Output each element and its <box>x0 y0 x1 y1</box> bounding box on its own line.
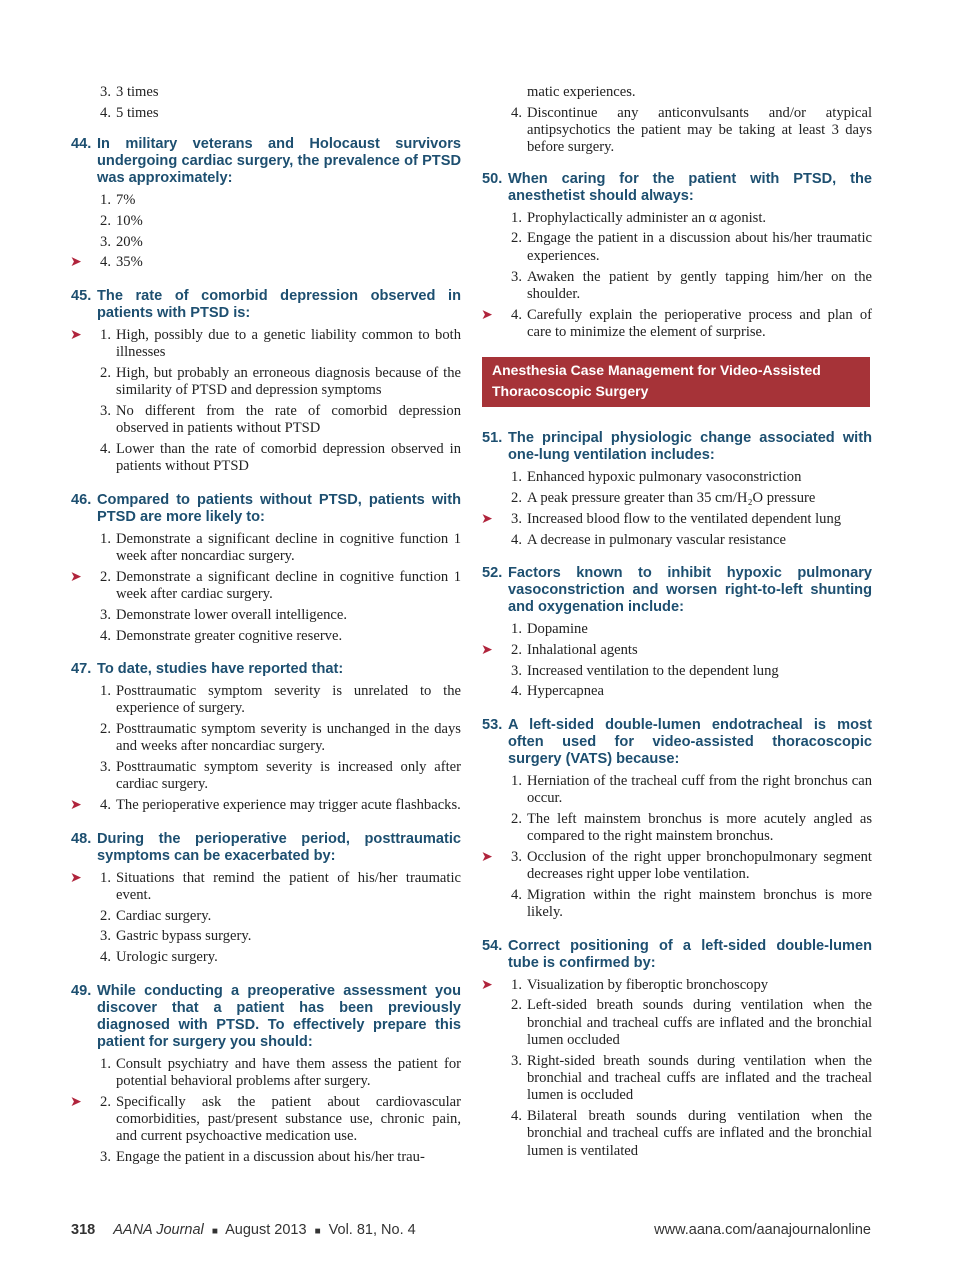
option-number: 2. <box>100 212 111 229</box>
option-text: 35% <box>116 254 143 271</box>
question-48 <box>71 831 461 967</box>
question-text: The principal physiologic change associated with one-lung ventilation includes: <box>508 430 872 464</box>
option-number: 1. <box>100 192 111 209</box>
correct-answer-option <box>482 307 872 342</box>
correct-answer-option <box>71 569 461 604</box>
option-number: 3. <box>100 402 111 419</box>
option-text: Hypercapnea <box>527 683 604 700</box>
option-number: 2. <box>100 1093 111 1110</box>
answer-options <box>482 210 872 342</box>
option-text: Migration within the right mainstem bronchus is more likely. <box>527 886 872 921</box>
question-text: While conducting a preoperative assessment you discover that a patient has been previously diagnosed with PTSD. To effectively prepare this patient for surgery you should: <box>97 982 461 1050</box>
option-text: 5 times <box>116 104 159 121</box>
answer-option <box>71 1149 461 1166</box>
question-text: The rate of comorbid depression observed in patients with PTSD is: <box>97 287 461 321</box>
answer-option <box>71 441 461 476</box>
continuation-options <box>482 105 872 157</box>
question-number: 47. <box>71 660 92 677</box>
option-number: 1. <box>511 772 522 789</box>
question-number: 53. <box>482 716 503 733</box>
answer-arrow-icon: ➤ <box>481 511 493 527</box>
answer-option <box>482 1108 872 1160</box>
question-number: 45. <box>71 287 92 304</box>
question-number: 54. <box>482 937 503 954</box>
answer-options <box>482 773 872 922</box>
option-number: 4. <box>511 531 522 548</box>
question-number: 51. <box>482 430 503 447</box>
correct-answer-option <box>71 327 461 362</box>
answer-option <box>482 887 872 922</box>
option-number: 4. <box>511 1108 522 1125</box>
question-number: 50. <box>482 170 503 187</box>
option-number: 2. <box>100 721 111 738</box>
answer-option <box>71 1056 461 1091</box>
question-number: 44. <box>71 136 92 153</box>
journal-name: AANA Journal <box>113 1222 204 1238</box>
option-text: Enhanced hypoxic pulmonary vasoconstriction <box>527 469 802 486</box>
correct-answer-option <box>71 870 461 905</box>
answer-options <box>71 1056 461 1167</box>
journal-url[interactable]: www.aana.com/aanajournalonline <box>654 1222 871 1238</box>
question-stem <box>482 565 872 616</box>
answer-option <box>71 403 461 438</box>
answer-options <box>71 192 461 272</box>
option-text: Demonstrate lower overall intelligence. <box>116 606 347 623</box>
answer-option <box>71 628 461 645</box>
option-text: Herniation of the tracheal cuff from the right bronchus can occur. <box>527 772 872 806</box>
option-number: 2. <box>511 641 522 658</box>
option-text: 10% <box>116 212 143 229</box>
answer-option <box>71 949 461 966</box>
option-number: 3. <box>511 268 522 285</box>
option-number: 3. <box>100 1148 111 1165</box>
option-number: 2. <box>511 230 522 247</box>
answer-option <box>482 469 872 486</box>
option-text: High, possibly due to a genetic liability common to both illnesses <box>116 326 461 361</box>
question-stem <box>482 717 872 768</box>
option-text: Prophylactically administer an α agonist. <box>527 209 767 226</box>
answer-arrow-icon: ➤ <box>481 642 493 658</box>
question-stem <box>482 938 872 972</box>
option-number: 4. <box>511 104 522 121</box>
option-number: 4. <box>100 627 111 644</box>
option-text: Demonstrate greater cognitive reserve. <box>116 627 343 644</box>
answer-option <box>482 230 872 265</box>
option-number: 4. <box>100 104 111 121</box>
option-text: 3 times <box>116 84 159 100</box>
answer-option <box>482 621 872 638</box>
question-number: 48. <box>71 830 92 847</box>
option-number: 3. <box>100 928 111 945</box>
left-column <box>71 84 461 1182</box>
option-number: 1. <box>511 209 522 226</box>
option-text: Increased ventilation to the dependent lung <box>527 662 779 679</box>
answer-option <box>71 213 461 230</box>
separator-icon: ■ <box>314 1226 321 1237</box>
option-number: 1. <box>100 530 111 547</box>
option-number: 3. <box>100 84 111 100</box>
option-number: 1. <box>511 469 522 486</box>
question-52 <box>482 565 872 701</box>
answer-options <box>482 621 872 701</box>
option-text: Engage the patient in a discussion about his/her traumatic experiences. <box>527 230 872 264</box>
question-list <box>482 430 872 1160</box>
question-stem <box>482 171 872 205</box>
option-text: The left mainstem bronchus is more acutely angled as compared to the right mainstem bronchus. <box>527 810 872 845</box>
answer-arrow-icon: ➤ <box>70 327 82 343</box>
question-number: 46. <box>71 491 92 508</box>
question-stem <box>71 136 461 187</box>
option-text: Demonstrate a significant decline in cognitive function 1 week after noncardiac surgery. <box>116 530 461 564</box>
question-46 <box>71 492 461 645</box>
question-stem <box>71 983 461 1051</box>
option-number: 4. <box>100 441 111 458</box>
correct-answer-option <box>482 642 872 659</box>
answer-option <box>482 210 872 227</box>
continuation-text: matic experiences. <box>527 84 636 100</box>
answer-option <box>71 105 461 122</box>
answer-arrow-icon: ➤ <box>481 307 493 323</box>
option-number: 2. <box>100 364 111 381</box>
option-text: Increased blood flow to the ventilated dependent lung <box>527 510 842 527</box>
correct-answer-option <box>482 977 872 994</box>
option-number: 2. <box>511 997 522 1014</box>
option-text: Posttraumatic symptom severity is increased only after cardiac surgery. <box>116 759 461 793</box>
answer-options <box>482 977 872 1160</box>
answer-options <box>71 683 461 815</box>
question-text: Correct positioning of a left-sided double-lumen tube is confirmed by: <box>508 937 872 971</box>
option-number: 1. <box>511 976 522 993</box>
option-text: Occlusion of the right upper bronchopulmonary segment decreases right upper lobe ventilation. <box>527 848 872 883</box>
answer-options <box>482 469 872 549</box>
question-50 <box>482 171 872 342</box>
option-text: The perioperative experience may trigger acute flashbacks. <box>116 797 461 814</box>
option-text: Right-sided breath sounds during ventilation when the bronchial and tracheal cuffs are inflated and the tracheal lumen is occluded <box>527 1052 872 1104</box>
option-number: 4. <box>100 797 111 814</box>
option-text: Specifically ask the patient about cardiovascular comorbidities, past/present substance use, chronic pain, and current psychoactive medication use. <box>116 1093 461 1145</box>
answer-option <box>482 490 872 507</box>
answer-option <box>482 773 872 808</box>
section-banner: Anesthesia Case Management for Video-Assisted Thoracoscopic Surgery <box>482 357 870 407</box>
option-text: Cardiac surgery. <box>116 907 212 924</box>
answer-option <box>71 192 461 209</box>
answer-arrow-icon: ➤ <box>70 798 82 814</box>
question-stem <box>71 288 461 322</box>
answer-option <box>482 1053 872 1105</box>
question-text: A left-sided double-lumen endotracheal is most often used for video-assisted thoracoscopic surgery (VATS) because: <box>508 716 872 767</box>
option-number: 1. <box>100 869 111 886</box>
option-text: Dopamine <box>527 620 588 637</box>
answer-arrow-icon: ➤ <box>481 977 493 993</box>
separator-icon: ■ <box>211 1226 218 1237</box>
option-number: 3. <box>511 1052 522 1069</box>
answer-option <box>71 234 461 251</box>
option-text: Bilateral breath sounds during ventilation when the bronchial and tracheal cuffs are inflated and the bronchial lumen is ventilated <box>527 1108 872 1159</box>
option-text: Posttraumatic symptom severity is unchanged in the days and weeks after noncardiac surgery. <box>116 721 461 755</box>
option-number: 2. <box>511 810 522 827</box>
option-number: 2. <box>100 907 111 924</box>
option-text: Engage the patient in a discussion about his/her trau- <box>116 1148 425 1165</box>
option-text: Awaken the patient by gently tapping him/her on the shoulder. <box>527 268 872 302</box>
answer-options <box>71 531 461 645</box>
option-text: 20% <box>116 233 143 250</box>
option-text: A decrease in pulmonary vascular resistance <box>527 531 786 548</box>
option-number: 2. <box>511 490 522 507</box>
correct-answer-option <box>482 849 872 884</box>
option-number: 3. <box>511 510 522 527</box>
correct-answer-option <box>482 511 872 528</box>
option-number: 4. <box>100 949 111 966</box>
answer-option <box>482 532 872 549</box>
answer-option <box>482 269 872 304</box>
option-text: No different from the rate of comorbid depression observed in patients without PTSD <box>116 402 461 437</box>
answer-option <box>71 908 461 925</box>
question-45 <box>71 288 461 476</box>
option-number: 1. <box>511 620 522 637</box>
option-number: 3. <box>511 848 522 865</box>
option-number: 3. <box>100 233 111 250</box>
option-text: Urologic surgery. <box>116 949 218 966</box>
question-47 <box>71 661 461 815</box>
option-number: 4. <box>511 306 522 323</box>
question-stem <box>71 661 461 678</box>
answer-option <box>482 683 872 700</box>
question-44 <box>71 136 461 272</box>
question-number: 49. <box>71 982 92 999</box>
option-number: 4. <box>100 254 111 271</box>
question-text: Factors known to inhibit hypoxic pulmonary vasoconstriction and worsen right-to-left shunting and oxygenation include: <box>508 564 872 615</box>
question-text: To date, studies have reported that: <box>97 660 344 677</box>
question-text: Compared to patients without PTSD, patients with PTSD are more likely to: <box>97 491 461 525</box>
option-text: High, but probably an erroneous diagnosis because of the similarity of PTSD and depression symptoms <box>116 364 461 399</box>
question-number: 52. <box>482 564 503 581</box>
option-text: Posttraumatic symptom severity is unrelated to the experience of surgery. <box>116 682 461 717</box>
question-text: In military veterans and Holocaust survivors undergoing cardiac surgery, the prevalence of PTSD was approximately: <box>97 136 461 187</box>
question-list <box>482 171 872 342</box>
option-text: Gastric bypass surgery. <box>116 928 252 945</box>
question-stem <box>482 430 872 464</box>
question-54 <box>482 938 872 1160</box>
correct-answer-option <box>71 1094 461 1146</box>
question-51 <box>482 430 872 549</box>
answer-arrow-icon: ➤ <box>70 870 82 886</box>
answer-option <box>71 531 461 566</box>
answer-option <box>482 663 872 680</box>
issue-date: August 2013 <box>225 1222 307 1238</box>
answer-option <box>71 84 461 101</box>
answer-option <box>71 365 461 400</box>
answer-option <box>482 105 872 157</box>
option-number: 4. <box>511 886 522 903</box>
option-text: Left-sided breath sounds during ventilation when the bronchial and tracheal cuffs are inflated and the bronchial lumen occluded <box>527 997 872 1048</box>
option-number: 2. <box>100 568 111 585</box>
option-text: Visualization by fiberoptic bronchoscopy <box>527 976 769 993</box>
page-footer <box>71 1222 871 1238</box>
option-number: 3. <box>511 662 522 679</box>
answer-arrow-icon: ➤ <box>70 569 82 585</box>
option-text: 7% <box>116 192 136 209</box>
correct-answer-option <box>71 254 461 271</box>
question-stem <box>71 492 461 526</box>
question-text: During the perioperative period, posttraumatic symptoms can be exacerbated by: <box>97 830 461 864</box>
answer-option <box>71 607 461 624</box>
option-text: Consult psychiatry and have them assess the patient for potential behavioral problems after surgery. <box>116 1055 461 1089</box>
option-text: Inhalational agents <box>527 641 638 658</box>
answer-option <box>482 997 872 1049</box>
continuation-options <box>71 84 461 122</box>
question-stem <box>71 831 461 865</box>
answer-option <box>71 928 461 945</box>
option-text: Carefully explain the perioperative process and plan of care to minimize the element of surprise. <box>527 306 872 340</box>
page-number: 318 <box>71 1222 96 1238</box>
answer-options <box>71 870 461 967</box>
answer-arrow-icon: ➤ <box>70 255 82 271</box>
option-number: 4. <box>511 683 522 700</box>
option-text: Demonstrate a significant decline in cognitive function 1 week after cardiac surgery. <box>116 568 461 603</box>
correct-answer-option <box>71 797 461 814</box>
question-49 <box>71 983 461 1167</box>
option-text: Lower than the rate of comorbid depression observed in patients without PTSD <box>116 441 461 475</box>
question-text: When caring for the patient with PTSD, the anesthetist should always: <box>508 170 872 204</box>
answer-options <box>71 327 461 476</box>
option-number: 1. <box>100 682 111 699</box>
answer-option <box>71 721 461 756</box>
question-53 <box>482 717 872 922</box>
answer-option <box>482 811 872 846</box>
option-text: Discontinue any anticonvulsants and/or atypical antipsychotics the patient may be taking at least 3 days before surgery. <box>527 104 872 156</box>
option-number: 1. <box>100 1055 111 1072</box>
answer-option <box>71 759 461 794</box>
option-text: A peak pressure greater than 35 cm/H₂O pressure <box>527 490 816 507</box>
answer-arrow-icon: ➤ <box>70 1094 82 1110</box>
question-list <box>71 136 461 1166</box>
option-number: 3. <box>100 606 111 623</box>
option-number: 3. <box>100 759 111 776</box>
answer-option <box>71 683 461 718</box>
option-number: 1. <box>100 326 111 343</box>
right-column <box>482 84 872 1176</box>
option-text: Situations that remind the patient of his/her traumatic event. <box>116 869 461 903</box>
issue-volume: Vol. 81, No. 4 <box>328 1222 416 1238</box>
answer-arrow-icon: ➤ <box>481 849 493 865</box>
